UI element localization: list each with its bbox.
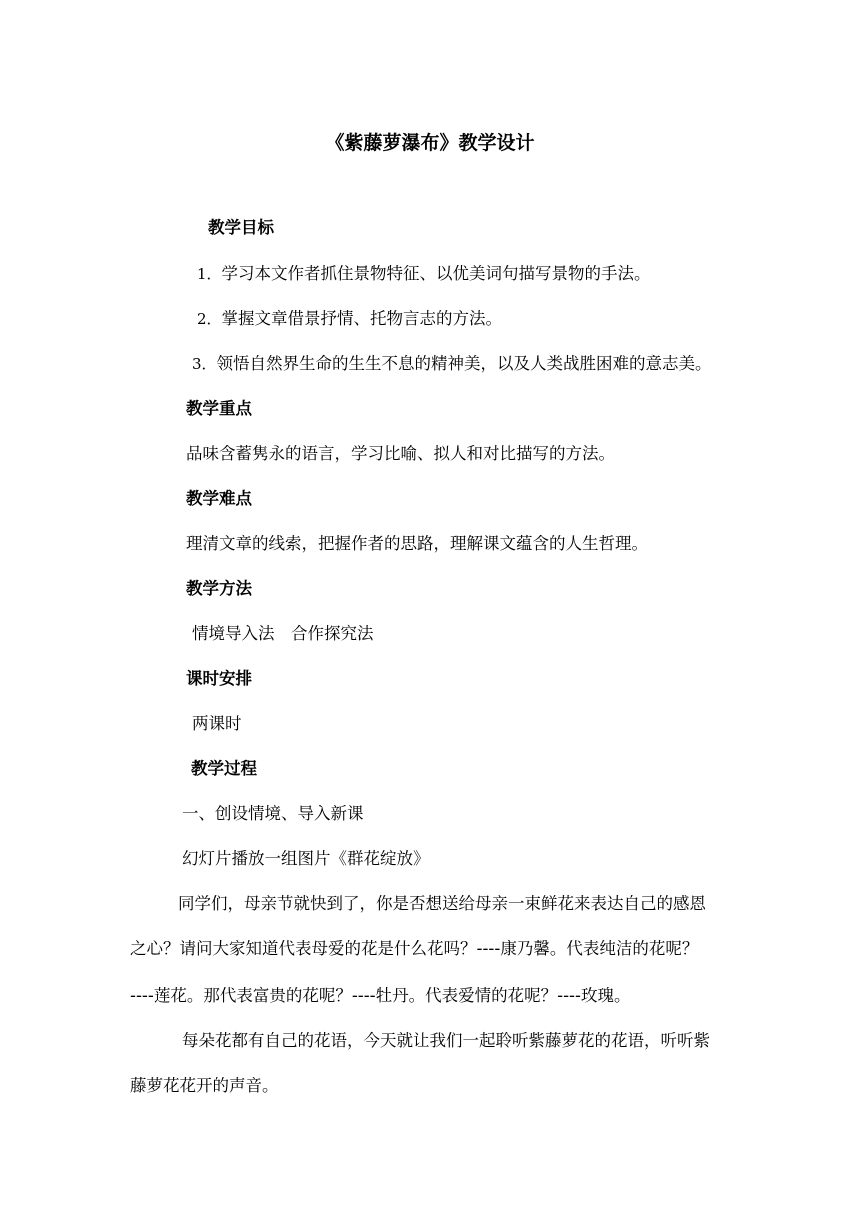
goals-heading: 教学目标 xyxy=(208,218,274,237)
paragraph-line: 同学们，母亲节就快到了，你是否想送给母亲一束鲜花来表达自己的感恩 xyxy=(178,894,706,913)
paragraph-line: 之心？请问大家知道代表母爱的花是什么花吗？----康乃馨。代表纯洁的花呢？ xyxy=(130,939,699,958)
schedule-text: 两课时 xyxy=(192,714,242,733)
process-section-heading: 一、创设情境、导入新课 xyxy=(182,804,364,823)
method-heading: 教学方法 xyxy=(186,579,252,598)
difficulty-text: 理清文章的线索，把握作者的思路，理解课文蕴含的人生哲理。 xyxy=(186,534,648,553)
goal-item xyxy=(192,353,712,375)
slide-text: 幻灯片播放一组图片《群花绽放》 xyxy=(182,849,430,868)
difficulty-heading: 教学难点 xyxy=(186,489,252,508)
method-text: 情境导入法 合作探究法 xyxy=(192,624,374,643)
schedule-heading: 课时安排 xyxy=(186,669,252,688)
goal-item xyxy=(197,308,502,330)
goal-text: 掌握文章借景抒情、托物言志的方法。 xyxy=(221,309,503,328)
goal-number: 2． xyxy=(197,310,222,328)
goal-text: 学习本文作者抓住景物特征、以优美词句描写景物的手法。 xyxy=(221,264,651,283)
process-heading: 教学过程 xyxy=(191,759,257,778)
paragraph-line: 每朵花都有自己的花语，今天就让我们一起聆听紫藤萝花的花语，听听紫 xyxy=(182,1031,710,1050)
key-heading: 教学重点 xyxy=(186,399,252,418)
goal-item xyxy=(197,263,651,285)
goal-number: 1． xyxy=(197,265,222,283)
paragraph-line: ----莲花。那代表富贵的花呢？----牡丹。代表爱情的花呢？----玫瑰。 xyxy=(130,986,631,1005)
goal-number: 3． xyxy=(192,355,217,373)
paragraph-line: 藤萝花花开的声音。 xyxy=(130,1076,279,1095)
document-title: 《紫藤萝瀑布》教学设计 xyxy=(325,132,535,154)
goal-text: 领悟自然界生命的生生不息的精神美，以及人类战胜困难的意志美。 xyxy=(216,354,712,373)
key-text: 品味含蓄隽永的语言，学习比喻、拟人和对比描写的方法。 xyxy=(186,444,615,463)
